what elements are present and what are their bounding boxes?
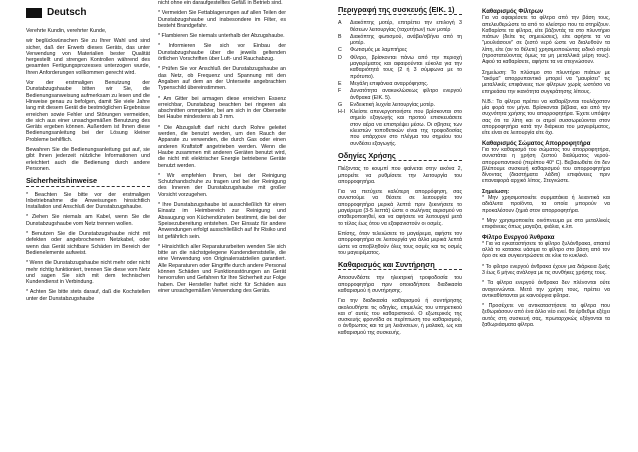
list-item: [338, 109, 462, 147]
list-item: [338, 20, 462, 33]
safety-paragraph: nicht ohne ein daraufgestelltes Gefäß in Betrieb sind.: [158, 0, 283, 6]
list-item: [338, 88, 462, 101]
list-item: [338, 34, 462, 47]
part-text: Ενδεικτική λυχνία λειτουργίας μοτέρ.: [350, 101, 436, 108]
maintenance-paragraph: Για την διαδικασία καθαρισμού ή συντήρησης ακολουθήστε τις οδηγίες, επιμελώς του υπηρετικού και σ' αυτές του καθαριστικού. Ο εξωτερικός της συσκευής φροντίδα σε περίπτωση του καθαρισμού, ο άνθρωπος και τα μη λειάνσεων, ή μαλακά, ως και καθαρισμού της συσκευής.: [338, 298, 462, 336]
intro-paragraph: Vor der erstmaligen Benutzung der Dunstabzugshaube bitten wir Sie, die Bedienungsanweisung aufmerksam zu lesen und die Hinweise genau zu befolgen, damit Sie viele Jahre lang mit diesem Gerät die bestmöglichen Ergebnisse erreichen sowie Fehler und Störungen vermeiden, die sich aus einer unsachgemäßen Benutzung des Geräts ergeben können. Außerdem ist Ihnen diese Bedienungsanleitung bei der Lösung kleiner Probleme behilflich.: [26, 80, 150, 143]
part-text: Δυνατότητα ανακυκλώσεως φίλτρο ενεργού άνθρακα (ΕΙΚ. 5).: [350, 88, 462, 101]
carbon-paragraph: * Προσέχετε να αντικαταστήσετε τα φίλτρα που ξεθωριάσουν από ένα άλλο νέο ενεί. θα έρθεθμε εξέχει αυτός στη συσκευή σας, πρωταρχικώς εξάγονται τα ξαθωριάσματα φίλτρα.: [482, 303, 610, 329]
parts-list: [338, 20, 462, 147]
filter-paragraph: Σημείωση: Το πλύσιμο στο πλυντήριο πιάτων με "ακόμα" απορρυπαντικό μπορεί να "μαυρίσει" τις μεταλλικές επιφάνειες των φίλτρων χωρίς ωστόσο να επηρεάσει την ικανότητα συγκράτησης λίπους.: [482, 69, 610, 95]
note-label: Σημείωση:: [482, 188, 510, 195]
safety-paragraph: * Beachten Sie bitte vor der erstmaligen Inbetriebnahme die Anweisungen hinsichtlich Installation und Anschluß der Dunstabzugshaube.: [26, 191, 150, 211]
carbon-paragraph: * Τα φίλτρα ενεργού άνθρακα δεν πλένονται ούτε αναγεννώνται. Μετά την χρήση τους, πρέπει να αντικαθίστανται με καινούργια φίλτρα.: [482, 280, 610, 299]
safety-paragraph: * Die Abzugsluft darf nicht durch Rohre geleitet werden, die benutzt werden, um den Rauch der Apparate zu verwenden, die durch Gas oder einen anderen Kraftstoff angetrieben werden. Wenn die Haube zusammen mit anderen Geräten benutzt wird, die nicht mit elektrischer Energie betriebene Geräte benutzt werden.: [158, 124, 286, 169]
safety-paragraph: * Achten Sie bitte stets darauf, daß die Kochstellen unter der Dunstabzugshaube: [26, 289, 150, 302]
dashed-divider: [338, 14, 462, 15]
language-title: Deutsch: [47, 6, 87, 18]
greek-column-1: [338, 0, 462, 340]
part-letter: B: [338, 33, 342, 40]
carbon-paragraph: * Για να εγκαταστήσετε το φίλτρο ξυλάνθρακα, απαιτεί αλλά το κατασκε υάσιμα το φίλτρο στο βάση από τον όρο σε και συγκεντρώσετε σε κλικ το κυκλικό.: [482, 240, 610, 260]
intro-paragraph: wir beglückwünschen Sie zu Ihrer Wahl und sind sicher, daß der Erwerb dieses Geräts, das unter Verwendung von Materialien bester Qualität hergestellt und strengen Kontrollen während des gesamten Fertigungsprozesses unterzogen wurde, Ihren Anforderungen vollkommen gerecht wird.: [26, 38, 150, 76]
part-text: Κλείστε απενεργοποιήστε που βρίσκονται στο σημείο εξαγωγής και προτού επισκευάσετε στον αέρα να επιστρέψει μέσω. Οι σβησες των κλειστών τοποθετικών είναι της τροφοδοσίας που υπάρχουν στο πλέγμα του σημείου του συνδέσει εξαγωγής.: [350, 109, 462, 147]
dashed-divider: [338, 160, 462, 161]
instructions-paragraph: Για να πετύχετε καλύτερη απορρόφηση, σας συνιστούμε να θέσετε σε λειτουργία τον απορροφητήρα μερικά λεπτά πριν ξεκινήσετε το μαγείρεμα (3-5 λεπτά) ώστε ο σωλήνας αερισμού να σταθεροποιηθεί, και να αφήσετε να λειτουργεί μετά το τέλος έως ότου να εξαφανιστούν οι οσμές.: [338, 189, 462, 227]
list-item: [338, 55, 462, 80]
intro-paragraph: Bewahren Sie die Bedienungsanleitung gut auf, sie gibt Ihnen jederzeit nützliche Informationen und erleichtert auch die Bedienung durch andere Personen.: [26, 147, 150, 172]
greek-column-2: [482, 0, 610, 332]
note-paragraph: * Μην χρησιμοποιείτε συρματάκια ή λειαντικά και αδιάλυτα προϊόντα, τα οποία μπορούν να προκαλέσουν ζημιά στον απορροφητήρα.: [482, 195, 610, 214]
instructions-paragraph: Πιέζοντας το κουμπί που φαίνεται στην εικόνα 2, μπορείτε να ρυθμίσετε την λειτουργία του απορροφητήρα.: [338, 166, 462, 185]
subsection-title-carbon-filter: Φίλτρο Ενεργού Άνθρακα: [482, 234, 555, 241]
instructions-paragraph: Επίσης, όταν τελειώσετε το μαγείρεμα, αφήστε τον απορροφητήρα σε λειτουργία για άλλα μερικά λεπτά ώστε να αποβληθούν όλες τους οσμές και τις οσμές του μαγειρέματος.: [338, 230, 462, 256]
filter-paragraph: Ν.Β.: Τα φίλτρα πρέπει να καθαρίζονται τουλάχιστον μία φορά τον μήνα. Βρίσκονται βέβαια, και από την συχνότητα χρήσης του απορροφητήρα. Έχετε υπόψην σας ότι τα λίπη και οι ατμοί συσσωρεύονται στον απορροφητήρα κατά την διάρκεια του μαγειρέματος, είτε είναι σε λειτουργία είτε όχι.: [482, 98, 610, 137]
list-item: [338, 102, 462, 108]
filter-paragraph: Για να αφαιρέσετε τα φίλτρα από την βάση τους, απελευθερώστε τα από το κλείστρο που τα στηρίζουν. Καθαρίστε τα φίλτρα, είτε βάζοντάς τα στο πλυντήριο πιάτων (δείτε τις σημειώσεις), είτε αφήστε τα να "μουλιάσουν" σε ζεστό νερό ώστε να διαλυθούν τα λίπη, είτε (αν το θέλετε) χρησιμοποιώντας ειδικό σπρέι (προστατεύοντας όμως τα μη μεταλλικά μέρη τους). Αφού τα καθαρίσετε, αφήστε τα να στεγνώσουν.: [482, 15, 610, 66]
section-title-safety: Sicherheitshinweise: [26, 176, 98, 186]
part-letter: G: [338, 101, 343, 108]
section-title-maintenance: Καθαρισμός και Συντήρηση: [338, 260, 435, 270]
part-text: Φίλτρο, βρίσκονται πάνω από την περιοχή μαγειρέματος και αφαιρούνται εύκολα για την καθαριότητά τους (2 ή 3 σύμφωνα με το πρότυπο).: [350, 54, 462, 80]
part-letter: H-I: [338, 109, 346, 116]
part-text: Μεγάλη επιφάνεια αναρρόφησης.: [350, 80, 429, 87]
dashed-divider: [26, 186, 150, 187]
section-title-description: Περιγραφή της συσκευής (ΕΙΚ. 1): [338, 5, 455, 14]
subsection-title-filters: Καθαρισμός Φίλτρων: [482, 9, 544, 15]
german-column-1: [26, 0, 150, 306]
safety-paragraph: * Ziehen Sie niemals am Kabel, wenn Sie die Dunstabzugshaube vom Netz trennen wollen.: [26, 214, 150, 227]
safety-paragraph: * Vermeiden Sie Fettablagerungen auf allen Teilen der Dunstabzugshaube und insbesondere im Filter, es besteht Brandgefahr.: [158, 10, 286, 29]
carbon-paragraph: * Το φίλτρο ενεργού άνθρακα έχουν μια διάρκεια ζωής 3 έως 6 μήνες ανάλογα με τις συνθήκες χρήσης τους.: [482, 263, 610, 276]
safety-paragraph: * Wir empfehlen Ihnen, bei der Reinigung Schutzhandschuhe zu tragen und bei der Reinigung des Inneren der Dunstabzugshaube mit großer Vorsicht vorzugehen.: [158, 172, 286, 198]
part-text: Διακόπτης φωτισμού, ανάβει/σβήνει από τη μοτέρ.: [350, 33, 462, 47]
safety-paragraph: * Informieren Sie sich vor Einbau der Dunstabzugshaube über die jeweils geltenden örtlichen Vorschriften über Luft- und Rauchabzug.: [158, 43, 286, 63]
part-letter: F: [338, 88, 342, 95]
salutation: Verehrte Kundin, verehrter Kunde,: [26, 28, 107, 34]
safety-paragraph: * Am Gitter bei armagen diese erreichen Essenz erreichbar, Dunstabzug beachten bei ringeren als abschnitten ommpelder, bei am sich in der Oberseite bei Haube mindestens ab 3 mm.: [158, 95, 286, 121]
safety-paragraph: * Prüfen Sie vor Anschluß der Dunstabzugshaube an das Netz, ob Frequenz und Spannung mit den Angaben auf dem an der Unterseite angebrachten Typenschild übereinstimmen.: [158, 66, 286, 92]
maintenance-paragraph: Αποσυνδέστε την ηλεκτρική τροφοδοσία του απορροφητήρα πριν οποιαδήποτε διαδικασία καθαρισμού ή συντήρησης.: [338, 275, 462, 294]
safety-paragraph: * Hinsichtlich aller Reparaturarbeiten wenden Sie sich bitte an die nächstgelegene Kundendienststelle, die eine Verwendung von Originalersatzteilen garantiert. Alle Reparaturen oder Eingriffe durch andere Personal können Schäden und Funktionsstörungen an Gerät hervorrufen und Gefahren für Ihre Sicherheit zur Folge haben. Der Hersteller haftet nicht für Schäden aus einer unsachgemäßen Verwendung des Geräts.: [158, 243, 286, 294]
part-text: Φωτισμός με λαμπτήρες: [350, 47, 408, 54]
note-paragraph: * Μην χρησιμοποιείτε οινόπνευμα με στα μεταλλικές επιφάνειες όπως μαγαζια, φιάλια, κ.λπ.: [482, 217, 610, 231]
safety-paragraph: * Wenn die Dunstabzugshaube nicht mehr oder nicht mehr richtig funktioniert, trennen Sie diese vom Netz und sagen Sie sich mit dem technischen Kundendienst in Verbindung.: [26, 260, 150, 286]
section-title-instructions: Οδηγίες Χρήσης: [338, 150, 396, 160]
language-flag-icon: [26, 8, 42, 18]
hood-body-paragraph: Για τον καθαρισμό του σώματος του απορροφητήρα, συνιστάται η χρήση ζεστού διαλύματος νερού-απορρυπαντικού (περίπου 40° C). Βεβαιωθείτε ότι δεν βλέπουμε συσκευή καθαρισμού του απορροφητήρα δίνοντας (διαστήματα λάδιτι) επιφάνειες πριν επαναφορά αρχικό λίπος. Στεγνώστε.: [482, 146, 610, 185]
list-item: [338, 81, 462, 87]
subsection-title-hood-body: Καθαρισμός Σώματος Απορροφητήρα: [482, 140, 591, 147]
safety-paragraph: * Benutzen Sie die Dunstabzugshaube nicht mit defekten oder angebrochenem Netzkabel, oder wenn das Gerät sichtbare Schäden im Bereich der Bedienelemente aufweist.: [26, 231, 150, 256]
part-letter: C: [338, 47, 342, 54]
part-text: Διακόπτης μοτέρ, επιτρέπει την επιλογή 3 θέσεων λειτουργίας (ταχυτήτων) των μοτέρ: [350, 20, 462, 33]
part-letter: A: [338, 20, 342, 27]
part-letter: E: [338, 80, 342, 87]
safety-paragraph: * Ihre Dunstabzugshaube ist ausschließlich für einen Einsatz im Heimbereich zur Reinigung und Absaugung von Küchendünsten bestimmt, die bei der Speisezubereitung entstehen. Der Einsatz für andere Anwendungen erfolgt ausschließlich auf Ihr Risiko und ist gefährlich sein.: [158, 202, 286, 240]
dashed-divider: [338, 269, 462, 270]
part-letter: D: [338, 54, 342, 61]
safety-paragraph: * Flambieren Sie niemals unterhalb der Abzugshaube.: [158, 33, 285, 40]
list-item: [338, 47, 462, 53]
german-column-2: [158, 0, 286, 298]
language-header: [26, 8, 150, 18]
